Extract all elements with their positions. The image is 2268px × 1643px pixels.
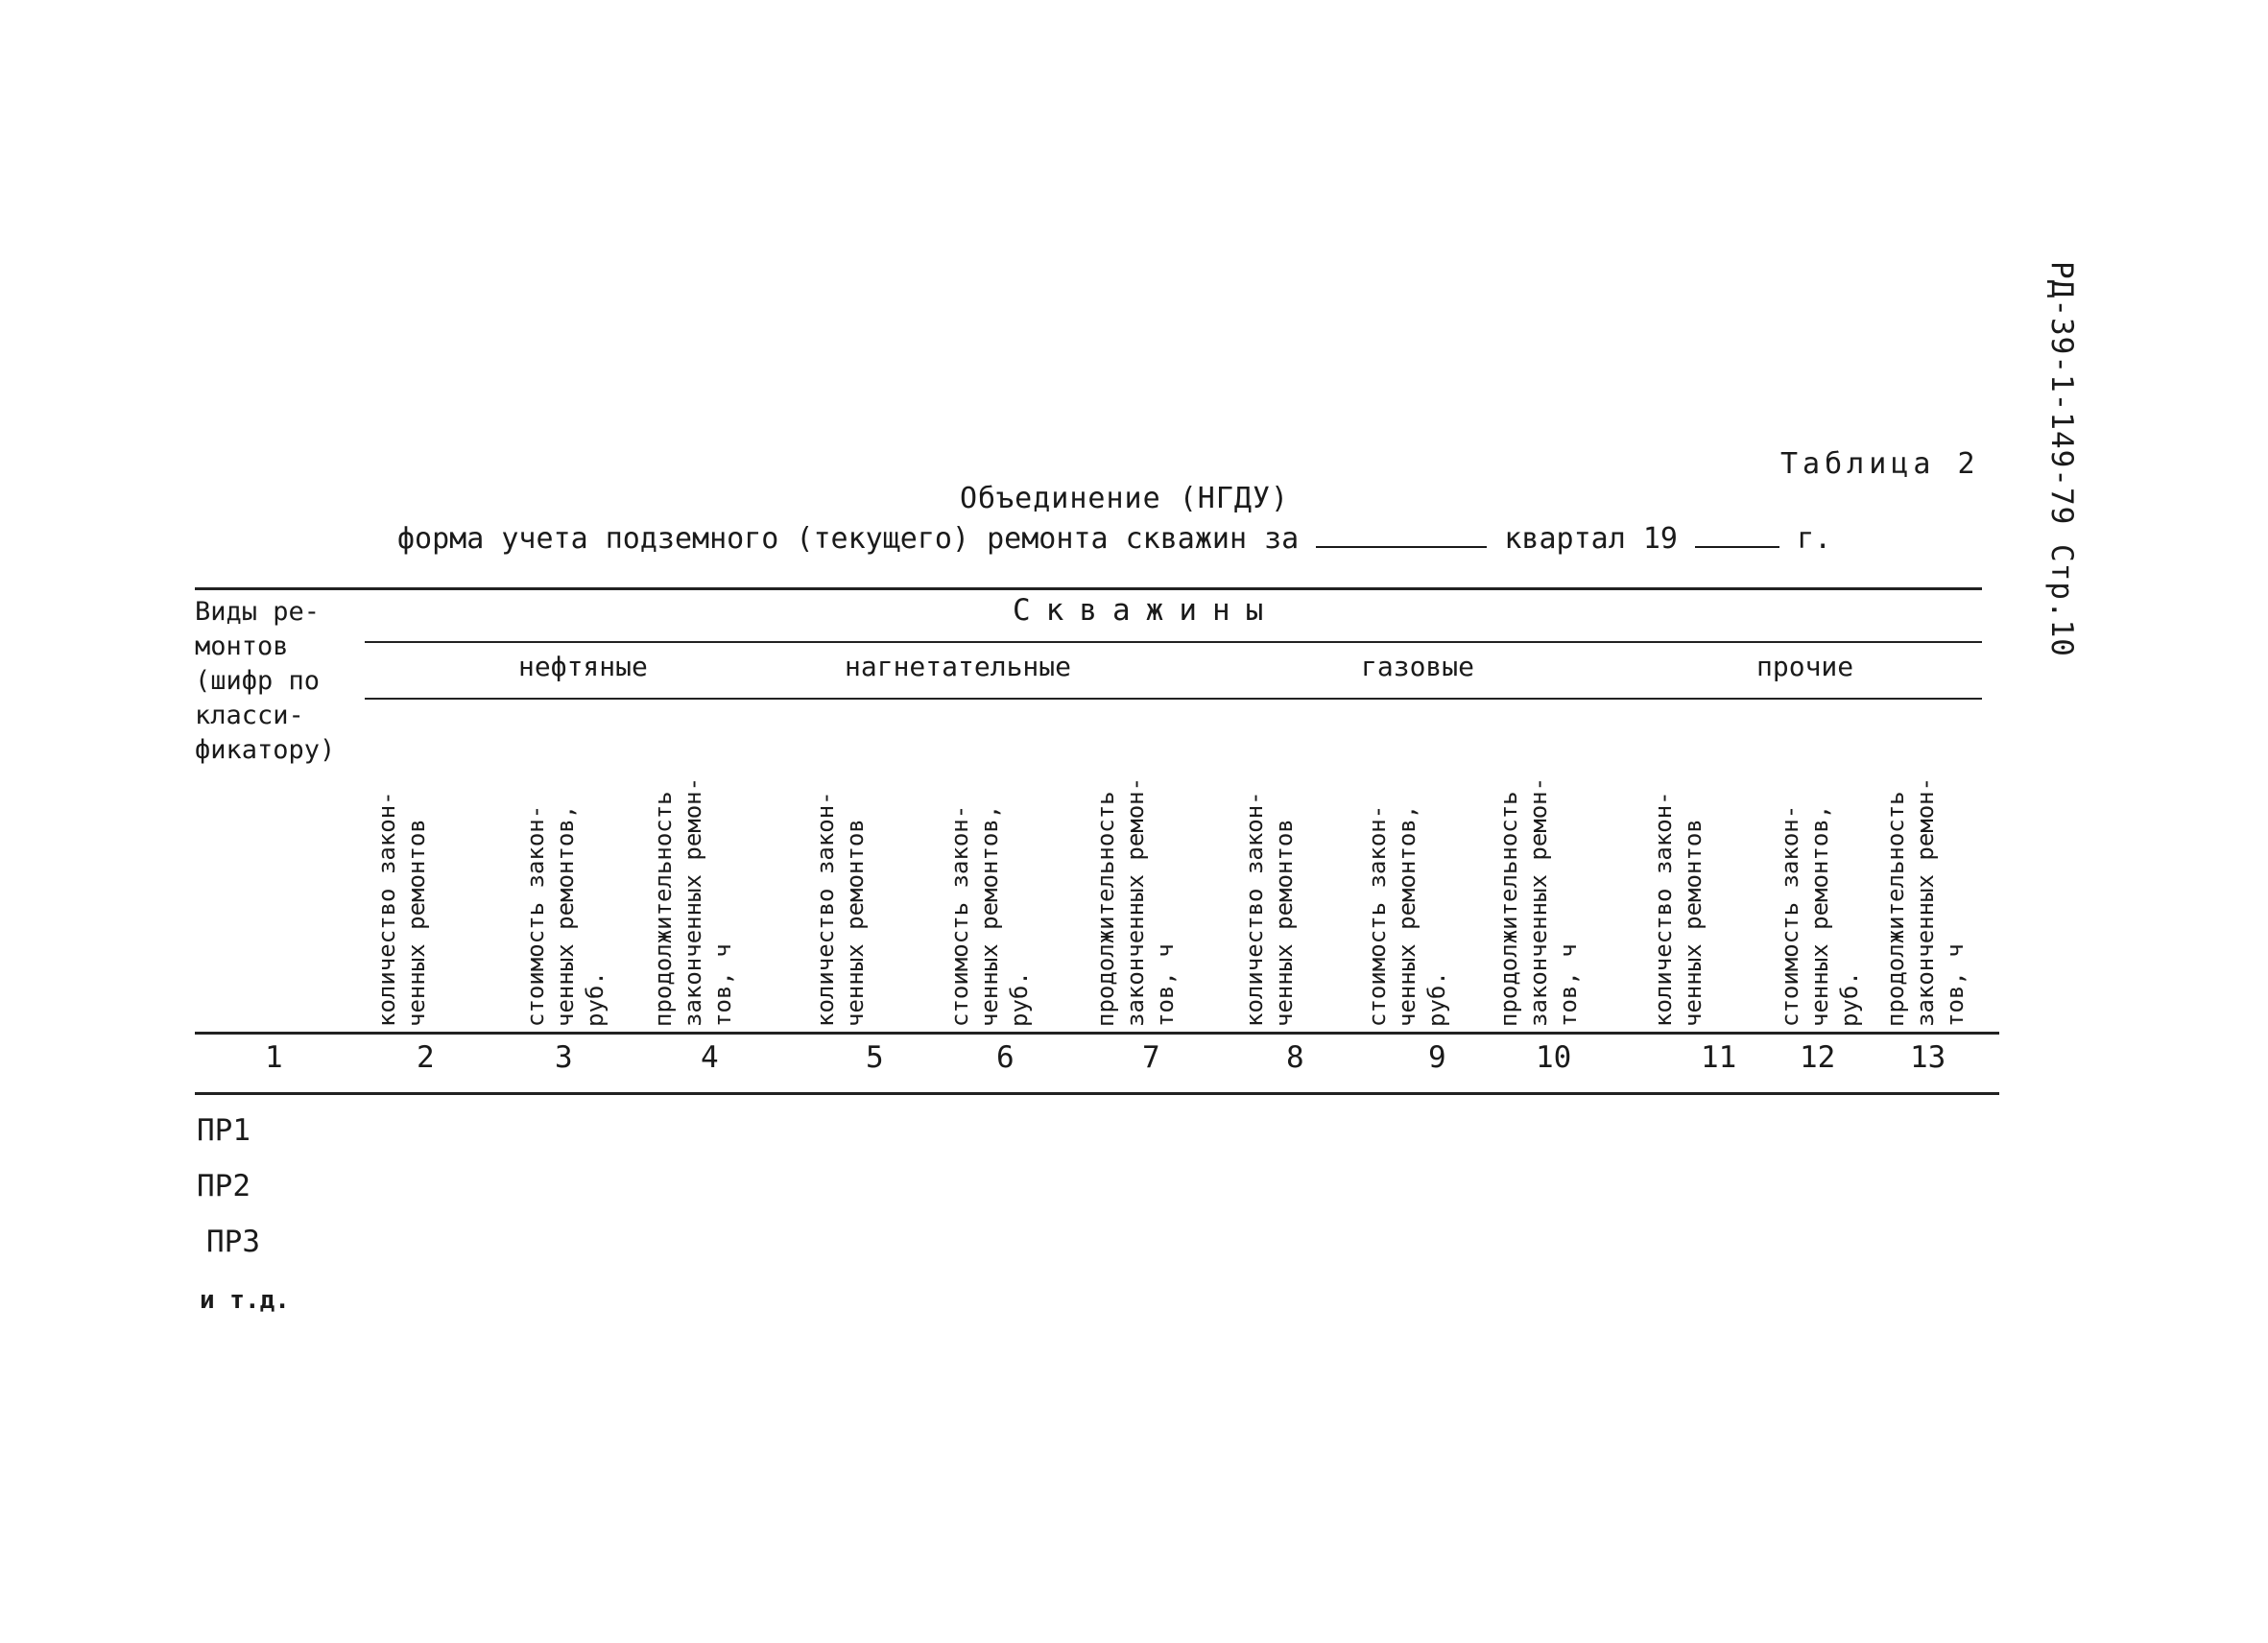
wells-rule <box>365 641 1982 643</box>
column-number-11: 11 <box>1701 1040 1737 1075</box>
column-header-text: стоимость закон- ченных ремонтов, руб. <box>1777 804 1863 1027</box>
column-header-9 <box>1363 701 1488 1027</box>
column-number-5: 5 <box>866 1040 884 1075</box>
column-number-6: 6 <box>996 1040 1015 1075</box>
column-header-4 <box>649 701 774 1027</box>
column-number-1: 1 <box>265 1040 283 1075</box>
column-header-8 <box>1240 701 1365 1027</box>
group-oil: нефтяные <box>518 651 648 682</box>
row-label: и т.д. <box>200 1286 290 1315</box>
column-header-text: продолжительность законченных ремон- тов, ч <box>650 776 736 1027</box>
document-code-text: РД-39-1-149-79 Стр.10 <box>2044 261 2079 657</box>
column-header-text: количество закон- ченных ремонтов <box>812 791 869 1027</box>
group-other: прочие <box>1756 651 1854 682</box>
column-header-text: количество закон- ченных ремонтов <box>1650 791 1707 1027</box>
heading-text-b: квартал 19 <box>1504 522 1678 556</box>
groups-rule <box>365 698 1982 700</box>
row-label: ПР2 <box>197 1169 251 1203</box>
heading-text-a: форма учета подземного (текущего) ремонта скважин за <box>397 522 1300 556</box>
column-header-13 <box>1881 701 2006 1027</box>
column-header-text: стоимость закон- ченных ремонтов, руб. <box>1364 804 1450 1027</box>
column-number-12: 12 <box>1800 1040 1836 1075</box>
column-header-5 <box>811 701 936 1027</box>
column-header-text: стоимость закон- ченных ремонтов, руб. <box>522 804 609 1027</box>
column-number-9: 9 <box>1428 1040 1446 1075</box>
column-number-2: 2 <box>417 1040 435 1075</box>
column-header-11 <box>1649 701 1774 1027</box>
column-number-4: 4 <box>701 1040 719 1075</box>
heading-text-c: г. <box>1797 522 1832 556</box>
row-label: ПР3 <box>206 1225 260 1259</box>
header-bottom-rule <box>195 1032 1999 1035</box>
column-header-3 <box>521 701 646 1027</box>
numbers-bottom-rule <box>195 1092 1999 1095</box>
column-header-text: продолжительность законченных ремон- тов, ч <box>1092 776 1179 1027</box>
heading-line-1: Объединение (НГДУ) <box>960 482 1290 515</box>
column-header-text: продолжительность законченных ремон- тов, ч <box>1882 776 1969 1027</box>
column-header-6 <box>945 701 1070 1027</box>
column-number-7: 7 <box>1142 1040 1160 1075</box>
document-code <box>2025 261 2102 722</box>
column-header-text: количество закон- ченных ремонтов <box>373 791 430 1027</box>
repair-type-header: Виды ре- монтов (шифр по класси- фикатору) <box>195 597 336 765</box>
column-header-text: количество закон- ченных ремонтов <box>1241 791 1298 1027</box>
group-gas: газовые <box>1361 651 1475 682</box>
column-header-text: стоимость закон- ченных ремонтов, руб. <box>946 804 1033 1027</box>
column-header-text: продолжительность законченных ремон- тов, ч <box>1495 776 1582 1027</box>
wells-header: Скважины <box>1013 593 1279 628</box>
column-number-3: 3 <box>555 1040 573 1075</box>
column-header-2 <box>372 701 497 1027</box>
column-header-7 <box>1091 701 1216 1027</box>
table-label: Таблица 2 <box>1780 447 1980 481</box>
quarter-blank <box>1316 519 1487 548</box>
column-header-10 <box>1494 701 1619 1027</box>
column-number-13: 13 <box>1910 1040 1946 1075</box>
table-top-rule <box>195 587 1982 590</box>
heading-line-2 <box>397 519 1831 556</box>
group-injection: нагнетательные <box>845 651 1072 682</box>
column-number-10: 10 <box>1536 1040 1572 1075</box>
year-blank <box>1695 519 1779 548</box>
column-number-8: 8 <box>1286 1040 1304 1075</box>
row-label: ПР1 <box>197 1113 251 1148</box>
